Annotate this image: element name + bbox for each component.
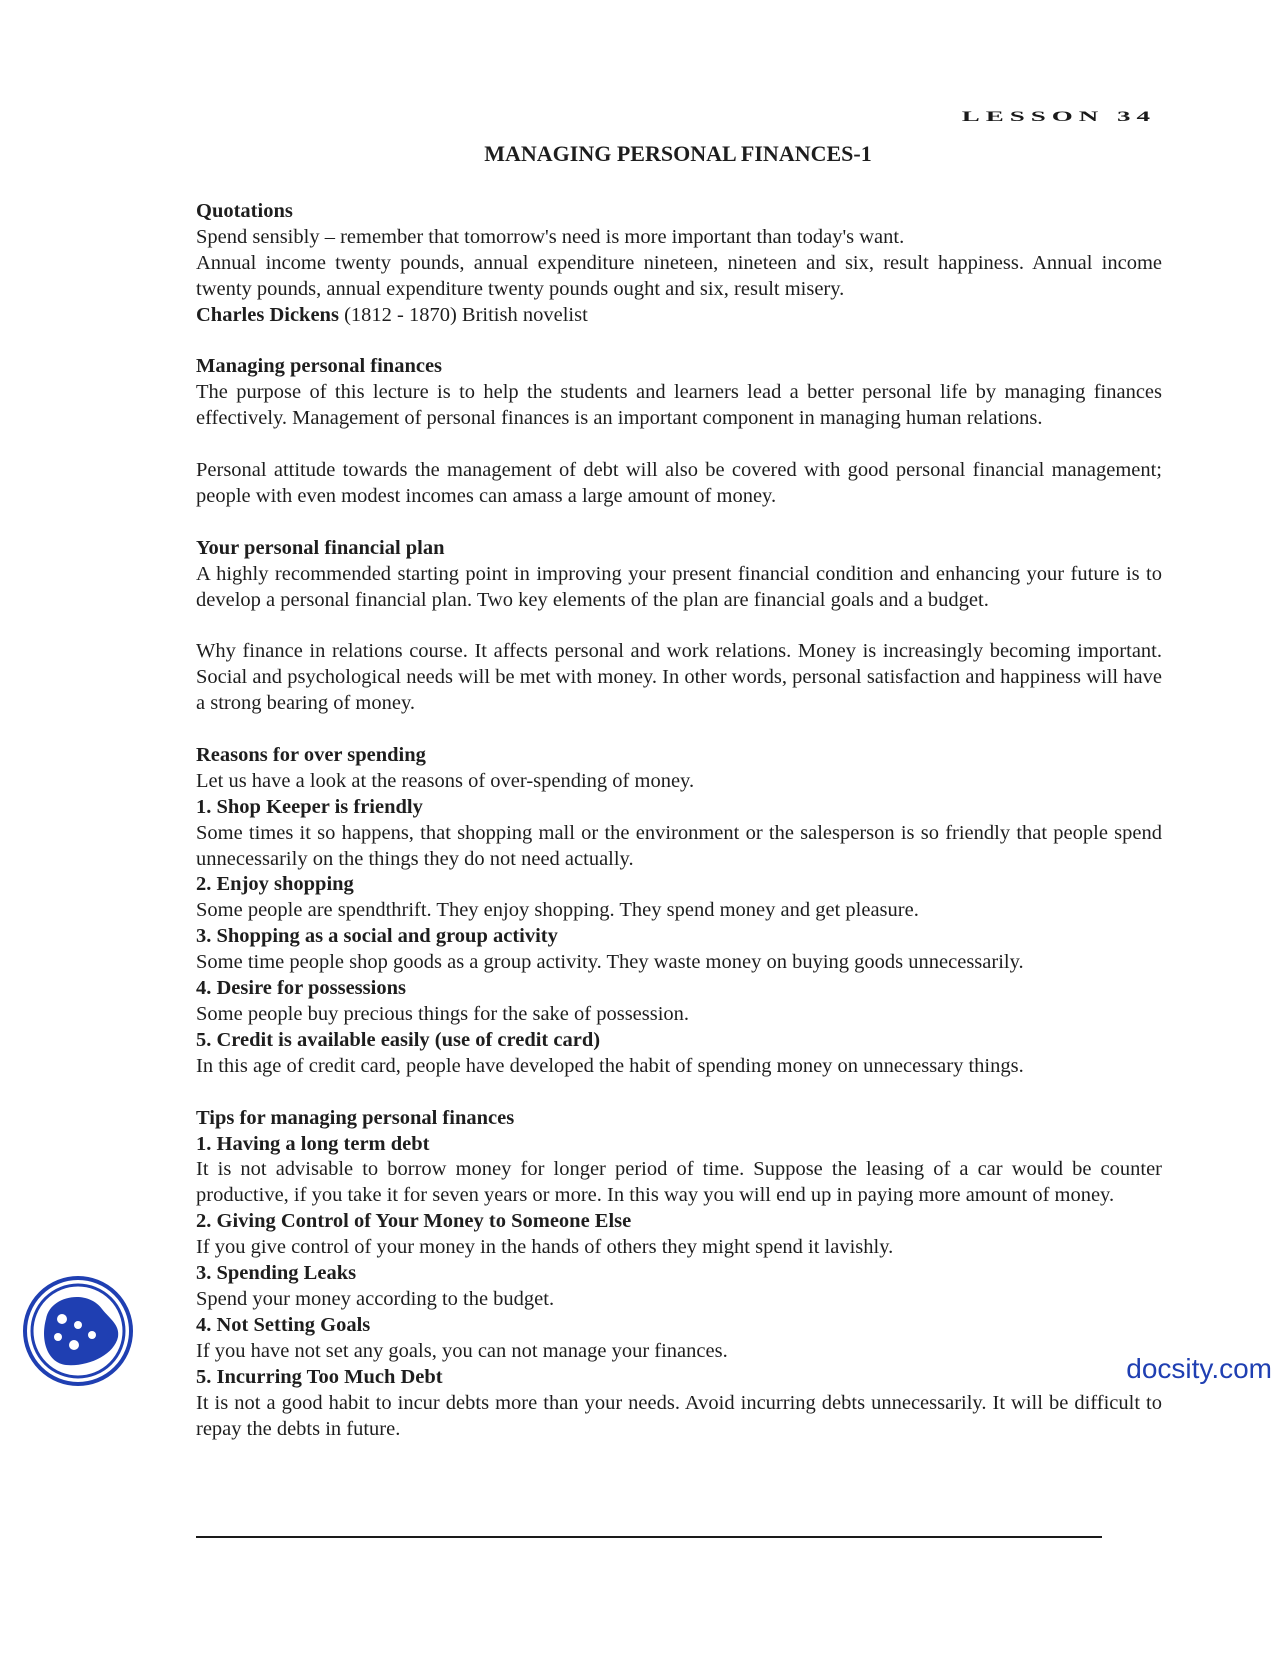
list-item-text: If you have not set any goals, you can not manage your finances. [196, 1339, 728, 1362]
quote-line: Annual income twenty pounds, annual expenditure nineteen, nineteen and six, result happiness. Annual income twenty pounds, annual expenditure twenty pounds ought and six, result misery. [196, 251, 1162, 300]
list-item-text: If you give control of your money in the hands of others they might spend it lavishly. [196, 1236, 894, 1259]
section-heading-overspending: Reasons for over spending [196, 743, 426, 766]
list-item-title: 2. Enjoy shopping [196, 873, 354, 896]
paragraph: A highly recommended starting point in improving your present financial condition and enhancing your future is to develop a personal financial plan. Two key elements of the plan are financial goals and a budget. [196, 562, 1162, 611]
list-item-title: 5. Incurring Too Much Debt [196, 1365, 443, 1388]
lesson-number: LESSON 34 [961, 108, 1156, 125]
author-details: (1812 - 1870) British novelist [338, 303, 588, 326]
section-heading-tips: Tips for managing personal finances [196, 1106, 515, 1129]
list-item-text: Spend your money according to the budget. [196, 1287, 555, 1310]
docsity-logo-icon[interactable] [22, 1275, 134, 1387]
list-item-title: 3. Spending Leaks [196, 1262, 357, 1285]
docsity-brand-link[interactable]: docsity.com [1126, 1353, 1272, 1384]
list-item-text: Some people are spendthrift. They enjoy shopping. They spend money and get pleasure. [196, 899, 919, 922]
list-item-title: 1. Shop Keeper is friendly [196, 795, 423, 818]
page-title: MANAGING PERSONAL FINANCES-1 [484, 141, 872, 166]
list-item-text: Some times it so happens, that shopping mall or the environment or the salesperson is so friendly that people spend unnecessarily on the things they do not need actually. [196, 821, 1162, 870]
list-item-title: 4. Not Setting Goals [196, 1313, 371, 1336]
quote-line: Spend sensibly – remember that tomorrow's need is more important than today's want. [196, 225, 905, 248]
list-item-text: Some people buy precious things for the sake of possession. [196, 1003, 690, 1026]
author-name: Charles Dickens [196, 303, 339, 326]
list-item-title: 2. Giving Control of Your Money to Someone Else [196, 1210, 632, 1233]
list-item-title: 5. Credit is available easily (use of credit card) [196, 1028, 601, 1051]
section-heading-plan: Your personal financial plan [196, 536, 445, 559]
paragraph: Personal attitude towards the management of debt will also be covered with good personal financial management; people with even modest incomes can amass a large amount of money. [196, 459, 1162, 507]
list-item-text: Some time people shop goods as a group activity. They waste money on buying goods unnecessarily. [196, 951, 1024, 974]
list-item-text: In this age of credit card, people have developed the habit of spending money on unnecessary things. [196, 1054, 1024, 1077]
list-item-title: 1. Having a long term debt [196, 1132, 430, 1155]
section-heading-quotations: Quotations [196, 200, 293, 222]
quote-author [196, 303, 1162, 329]
list-item-title: 3. Shopping as a social and group activity [196, 925, 558, 948]
list-item-text: It is not a good habit to incur debts more than your needs. Avoid incurring debts unnecessarily. It will be difficult to repay the debts in future. [196, 1391, 1162, 1440]
list-item-title: 4. Desire for possessions [196, 977, 406, 1000]
paragraph: Why finance in relations course. It affects personal and work relations. Money is increasingly becoming important. Social and psychological needs will be met with money. In other words, personal satisfaction and happiness will have a strong bearing of money. [196, 640, 1162, 715]
paragraph: Let us have a look at the reasons of over-spending of money. [196, 769, 695, 792]
list-item-text: It is not advisable to borrow money for longer period of time. Suppose the leasing of a car would be counter productive, if you take it for seven years or more. In this way you will end up in paying more amount of money. [196, 1158, 1162, 1207]
footer-divider [196, 1536, 1102, 1538]
document-body [196, 199, 1162, 1442]
paragraph: The purpose of this lecture is to help the students and learners lead a better personal life by managing finances effectively. Management of personal finances is an important component in managing human relations. [196, 381, 1162, 430]
section-heading-managing: Managing personal finances [196, 355, 443, 378]
